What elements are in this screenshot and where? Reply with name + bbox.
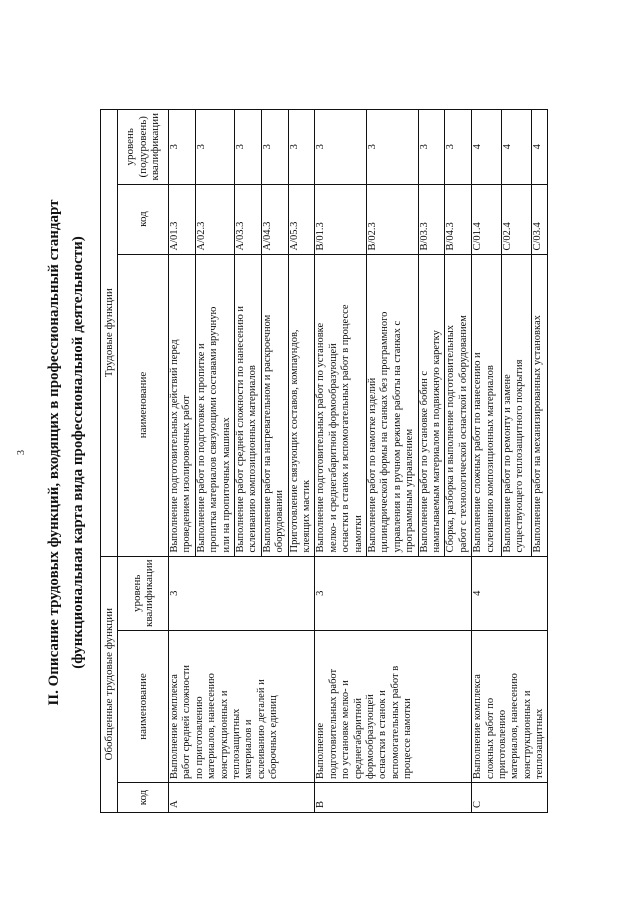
function-name-line: Выполнение работ по установке бобин с bbox=[418, 370, 430, 553]
group-name-line: сложных работ по bbox=[484, 697, 496, 779]
header-labor-functions bbox=[101, 110, 118, 556]
group-name bbox=[169, 631, 315, 783]
group-name bbox=[472, 631, 547, 783]
group-name-line: сборочных единиц bbox=[268, 695, 280, 779]
function-code bbox=[169, 184, 196, 254]
function-code-text: C/01.4 bbox=[472, 222, 484, 251]
function-code-text: B/03.3 bbox=[418, 222, 430, 251]
function-name-line: цилиндрической формы на станках без программного bbox=[379, 311, 391, 553]
function-code bbox=[418, 184, 445, 254]
group-name-line: конструкционных и bbox=[218, 690, 230, 779]
function-code-text: C/03.4 bbox=[531, 222, 543, 251]
function-name-line: Выполнение работ на механизированных установках bbox=[531, 315, 543, 553]
function-name-line: мелко- и среднегабаритной формообразующей bbox=[327, 343, 339, 553]
header-text: наименование bbox=[136, 371, 149, 439]
group-code bbox=[315, 783, 472, 813]
function-name-line: существующего теплозащитного покрытия bbox=[514, 359, 526, 553]
function-level-text: 4 bbox=[501, 144, 513, 150]
group-name-line: материалов, нанесению bbox=[206, 673, 218, 779]
group-name-line: формообразующей bbox=[365, 694, 376, 779]
group-name-line: материалов, нанесению bbox=[509, 673, 521, 779]
group-name-line: процессе намотки bbox=[402, 698, 414, 779]
header-line: квалификации bbox=[149, 113, 162, 181]
function-name bbox=[472, 254, 502, 556]
header-row-group-titles bbox=[101, 110, 118, 813]
group-level bbox=[472, 556, 547, 630]
function-level bbox=[418, 110, 445, 184]
group-name-line: Выполнение bbox=[315, 722, 327, 779]
function-code bbox=[261, 184, 288, 254]
header-text: наименование bbox=[136, 673, 149, 740]
function-name-line: Выполнение работ по намотке изделий bbox=[366, 377, 378, 553]
group-name-line: материалов и bbox=[243, 719, 255, 779]
function-name bbox=[531, 254, 547, 556]
function-name bbox=[315, 254, 367, 556]
header-text: Обобщенные трудовые функции bbox=[102, 608, 115, 761]
function-level bbox=[195, 110, 234, 184]
function-level-text: 3 bbox=[261, 144, 273, 150]
function-name bbox=[195, 254, 234, 556]
group-name-line: по установке мелко- и bbox=[340, 680, 352, 779]
group-name bbox=[315, 631, 472, 783]
function-level bbox=[261, 110, 288, 184]
function-code bbox=[501, 184, 531, 254]
group-name-line: теплозащитных bbox=[231, 708, 243, 779]
function-name-line: Выполнение подготовительных действий перед bbox=[169, 339, 180, 553]
function-level-text: 3 bbox=[315, 144, 327, 150]
function-name bbox=[169, 254, 196, 556]
group-code-text: A bbox=[169, 800, 180, 808]
function-code-text: C/02.4 bbox=[501, 222, 513, 251]
group-name-line: оснастки в станок и bbox=[377, 690, 389, 779]
function-name-line: оснастки в станок и вспомогательных работ в процессе bbox=[340, 304, 352, 553]
function-name-line: управления и в ручном режиме работы на станках с bbox=[391, 320, 403, 553]
header-line: уровень bbox=[124, 128, 137, 166]
function-name-line: программным управлением bbox=[404, 428, 416, 553]
function-name-line: Выполнение работ по ремонту и замене bbox=[501, 374, 513, 553]
function-name-line: Выполнение работ средней сложности по нанесению и bbox=[234, 305, 246, 553]
function-name-line: склеиванию композиционных материалов bbox=[247, 365, 259, 553]
function-name-line: работ с технологической оснасткой и оборудованием bbox=[457, 315, 469, 553]
function-name-line: Приготовление связующих составов, компаундов, bbox=[288, 329, 300, 553]
function-level-text: 3 bbox=[366, 144, 378, 150]
function-level-text: 3 bbox=[418, 144, 430, 150]
group-name-line: конструкционных и bbox=[521, 690, 533, 779]
group-name-line: подготовительных работ bbox=[327, 668, 339, 779]
function-level-text: 3 bbox=[234, 144, 246, 150]
group-level bbox=[315, 556, 472, 630]
function-name-line: склеиванию композиционных материалов bbox=[484, 365, 496, 553]
function-name bbox=[288, 254, 315, 556]
function-level-text: 3 bbox=[169, 144, 180, 150]
function-name-line: или на пропиточных машинах bbox=[220, 417, 232, 553]
function-code bbox=[445, 184, 472, 254]
function-name-line: Выполнение работ на нагревательном и раскроечном bbox=[261, 314, 273, 553]
table-row bbox=[169, 110, 196, 813]
function-code bbox=[531, 184, 547, 254]
group-name-line: теплозащитных bbox=[534, 708, 546, 779]
function-name bbox=[261, 254, 288, 556]
group-code-text: B bbox=[315, 800, 327, 808]
function-name-line: намотки bbox=[352, 515, 364, 553]
header-function-name bbox=[118, 254, 169, 556]
table-row bbox=[315, 110, 367, 813]
function-name-line: Выполнение сложных работ по нанесению и bbox=[472, 352, 484, 553]
function-level bbox=[472, 110, 502, 184]
function-level-text: 3 bbox=[195, 144, 207, 150]
header-line: уровень bbox=[130, 574, 143, 612]
function-level bbox=[315, 110, 367, 184]
function-level bbox=[366, 110, 418, 184]
functional-map-table bbox=[100, 109, 548, 813]
function-level-text: 3 bbox=[288, 144, 300, 150]
document-subtitle: (функциональная карта вида профессиональной деятельности) bbox=[70, 236, 86, 669]
function-code bbox=[288, 184, 315, 254]
header-level bbox=[118, 556, 169, 630]
function-level bbox=[501, 110, 531, 184]
header-name bbox=[118, 631, 169, 783]
function-name-line: Выполнение работ по подготовке к пропитке и bbox=[195, 343, 207, 553]
function-code-text: A/05.3 bbox=[288, 221, 300, 251]
function-level bbox=[531, 110, 547, 184]
function-level bbox=[169, 110, 196, 184]
header-function-code bbox=[118, 184, 169, 254]
header-generalized-functions bbox=[101, 556, 118, 812]
header-sublevel bbox=[118, 110, 169, 184]
group-name-line: по приготовлению bbox=[193, 696, 205, 779]
function-name-line: Выполнение подготовительных работ по установке bbox=[315, 322, 327, 553]
group-name-line: среднегабаритной bbox=[352, 698, 364, 779]
function-name-line: наматываемым материалом в подвижную каретку bbox=[430, 330, 442, 553]
function-level bbox=[234, 110, 261, 184]
function-level-text: 4 bbox=[531, 144, 543, 150]
group-level bbox=[169, 556, 315, 630]
function-name-line: пропитка материалов связующими составами вручную bbox=[208, 306, 220, 553]
function-code-text: B/02.3 bbox=[366, 222, 378, 251]
function-code-text: A/04.3 bbox=[261, 221, 273, 251]
function-level bbox=[445, 110, 472, 184]
group-level-text: 3 bbox=[169, 590, 180, 596]
function-name bbox=[366, 254, 418, 556]
function-level-text: 4 bbox=[472, 144, 484, 150]
group-name-line: вспомогательных работ в bbox=[389, 665, 401, 779]
header-code bbox=[118, 783, 169, 813]
group-level-text: 3 bbox=[315, 590, 327, 596]
document-title: II. Описание трудовых функций, входящих в профессиональный стандарт bbox=[46, 199, 62, 706]
function-code bbox=[195, 184, 234, 254]
function-name-line: клеящих мастик bbox=[300, 479, 312, 553]
group-name-line: склеиванию деталей и bbox=[255, 679, 267, 779]
function-code-text: A/03.3 bbox=[234, 221, 246, 251]
function-code-text: B/04.3 bbox=[445, 222, 457, 251]
group-name-line: Выполнение комплекса bbox=[169, 674, 180, 779]
header-row-columns bbox=[118, 110, 169, 813]
header-line: (подуровень) bbox=[136, 116, 149, 178]
function-code-text: B/01.3 bbox=[315, 222, 327, 251]
header-line: квалификации bbox=[143, 559, 155, 627]
page-number: 3 bbox=[16, 450, 27, 455]
header-text: код bbox=[136, 211, 149, 227]
group-code bbox=[169, 783, 315, 813]
header-text: код bbox=[136, 789, 149, 806]
function-name bbox=[445, 254, 472, 556]
function-name bbox=[418, 254, 445, 556]
function-name-line: оборудовании bbox=[274, 490, 286, 553]
function-name bbox=[501, 254, 531, 556]
function-code-text: A/02.3 bbox=[195, 221, 207, 251]
group-name-line: приготовлению bbox=[496, 709, 508, 779]
function-code-text: A/01.3 bbox=[169, 221, 180, 251]
function-code bbox=[234, 184, 261, 254]
function-code bbox=[315, 184, 367, 254]
function-name-line: Сборка, разборка и выполнение подготовительных bbox=[445, 324, 457, 553]
group-name-line: работ средней сложности bbox=[181, 664, 193, 779]
group-code-text: C bbox=[472, 800, 484, 808]
group-level-text: 4 bbox=[472, 590, 484, 596]
function-name-line: проведением изолировочных работ bbox=[181, 394, 193, 553]
function-level-text: 3 bbox=[445, 144, 457, 150]
function-code bbox=[366, 184, 418, 254]
group-name-line: Выполнение комплекса bbox=[472, 674, 484, 779]
function-level bbox=[288, 110, 315, 184]
table-row bbox=[472, 110, 502, 813]
group-code bbox=[472, 783, 547, 813]
function-name bbox=[234, 254, 261, 556]
header-text: Трудовые функции bbox=[102, 288, 115, 378]
function-code bbox=[472, 184, 502, 254]
